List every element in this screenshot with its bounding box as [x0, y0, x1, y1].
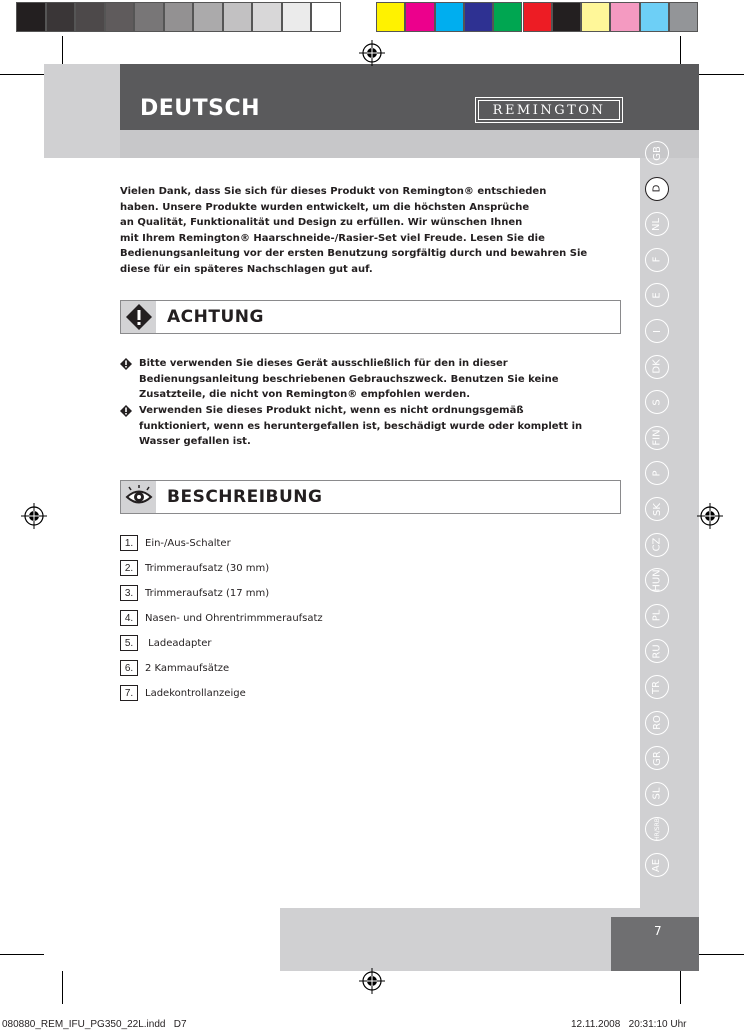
page-number: 7	[654, 924, 662, 938]
intro-line: Bedienungsanleitung vor der ersten Benutzung sorgfältig durch und bewahren Sie	[120, 248, 588, 260]
language-tab-label: HR/SRB	[653, 817, 661, 841]
item-label: Trimmeraufsatz (17 mm)	[145, 588, 270, 599]
warning-bullet-icon	[120, 358, 132, 376]
gray-swatch	[134, 2, 164, 32]
item-label: Ladeadapter	[145, 638, 212, 649]
warning-bullet-icon	[120, 405, 132, 423]
item-label: Ladekontrollanzeige	[145, 688, 246, 699]
remington-logo	[475, 97, 623, 123]
warning-icon	[121, 301, 156, 333]
language-tab-label: GB	[651, 145, 663, 161]
language-tab-label: RU	[651, 644, 663, 659]
caution-line: Zusatzteile, die nicht von Remington® empfohlen werden.	[139, 389, 471, 401]
language-tab-label: RO	[651, 715, 663, 731]
intro-paragraph	[120, 184, 620, 278]
caution-line: Wasser gefallen ist.	[139, 436, 251, 448]
intro-line: diese für ein späteres Nachschlagen gut auf.	[120, 263, 373, 275]
language-tab-label: SL	[651, 787, 663, 800]
description-header	[120, 480, 621, 514]
process-color-swatch	[552, 2, 581, 32]
bottom-white-panel	[44, 908, 280, 971]
process-color-swatch	[493, 2, 522, 32]
language-tab-label: FIN	[651, 429, 663, 446]
item-label: Ein-/Aus-Schalter	[145, 538, 231, 549]
item-number: 7.	[120, 685, 138, 701]
crop-mark	[699, 954, 744, 955]
language-tab-sk[interactable]	[645, 497, 669, 521]
process-color-swatch	[669, 2, 698, 32]
print-slug-right: 12.11.2008 20:31:10 Uhr	[571, 1019, 687, 1030]
gray-swatch	[223, 2, 253, 32]
language-tab-label: D	[651, 184, 663, 193]
description-title: BESCHREIBUNG	[167, 487, 323, 507]
process-color-swatch	[610, 2, 639, 32]
crop-mark	[0, 74, 44, 75]
registration-mark-icon	[21, 503, 47, 529]
item-number: 6.	[120, 660, 138, 676]
page-title: DEUTSCH	[140, 96, 261, 121]
item-label: 2 Kammaufsätze	[145, 663, 230, 674]
eye-icon	[121, 481, 156, 513]
item-number: 1.	[120, 535, 138, 551]
language-tab-s[interactable]	[645, 390, 669, 414]
caution-title: ACHTUNG	[167, 307, 264, 327]
language-tab-label: DK	[651, 359, 663, 374]
process-color-swatch	[376, 2, 405, 32]
language-tab-dk[interactable]	[645, 355, 669, 379]
item-number: 4.	[120, 610, 138, 626]
language-tab-label: HUN	[651, 569, 663, 592]
intro-line: mit Ihrem Remington® Haarschneide-/Rasier-Set viel Freude. Lesen Sie die	[120, 232, 545, 244]
language-tab-label: F	[651, 256, 663, 263]
caution-header	[120, 300, 621, 334]
gray-swatch	[16, 2, 46, 32]
language-tab-fin[interactable]	[645, 426, 669, 450]
language-tab-cz[interactable]	[645, 533, 669, 557]
item-number: 5.	[120, 635, 138, 651]
crop-mark	[680, 966, 681, 1004]
print-slug-left: 080880_REM_IFU_PG350_22L.indd D7	[2, 1019, 187, 1030]
language-tab-label: SK	[651, 502, 663, 516]
language-tab-gr[interactable]	[645, 746, 669, 770]
gray-swatch	[311, 2, 341, 32]
registration-mark-icon	[697, 503, 723, 529]
logo-inner-border	[478, 100, 620, 120]
gray-swatch	[193, 2, 223, 32]
language-tab-label: I	[651, 329, 663, 333]
language-tab-label: S	[651, 399, 663, 406]
item-number: 3.	[120, 585, 138, 601]
process-color-swatch	[640, 2, 669, 32]
language-tab-pl[interactable]	[645, 604, 669, 628]
gray-swatch	[252, 2, 282, 32]
crop-mark	[0, 954, 44, 955]
language-tab-i[interactable]	[645, 319, 669, 343]
item-label: Nasen- und Ohrentrimmmeraufsatz	[145, 613, 323, 624]
gray-swatch	[164, 2, 194, 32]
process-color-swatch	[405, 2, 434, 32]
caution-line: Bitte verwenden Sie dieses Gerät ausschließlich für den in dieser	[139, 358, 508, 369]
language-tab-label: PL	[651, 609, 663, 622]
logo-text: REMINGTON	[492, 102, 606, 118]
item-number: 2.	[120, 560, 138, 576]
language-tab-label: CZ	[651, 537, 663, 552]
language-tab-hun[interactable]	[645, 568, 669, 592]
process-color-swatch	[523, 2, 552, 32]
language-tab-nl[interactable]	[645, 212, 669, 236]
gray-swatch	[46, 2, 76, 32]
process-color-swatch	[464, 2, 493, 32]
item-label: Trimmeraufsatz (30 mm)	[145, 563, 270, 574]
caution-line: Bedienungsanleitung beschriebenen Gebrauchszweck. Benutzen Sie keine	[139, 373, 559, 385]
language-tab-ro[interactable]	[645, 711, 669, 735]
language-tab-label: TR	[651, 680, 663, 694]
crop-mark	[62, 966, 63, 1004]
language-tab-label: GR	[651, 750, 663, 766]
registration-mark-icon	[359, 40, 385, 66]
language-tab-gb[interactable]	[645, 141, 669, 165]
language-tab-label: P	[651, 470, 663, 477]
process-color-swatch	[435, 2, 464, 32]
language-tab-label: E	[651, 292, 663, 299]
gray-swatch	[282, 2, 312, 32]
gray-swatch	[105, 2, 135, 32]
intro-line: haben. Unsere Produkte wurden entwickelt, um die höchsten Ansprüche	[120, 201, 530, 213]
language-tab-ae[interactable]	[645, 853, 669, 877]
language-tab-f[interactable]	[645, 248, 669, 272]
registration-mark-icon	[359, 968, 385, 994]
intro-line: an Qualität, Funktionalität und Design zu erfüllen. Wir wünschen Ihnen	[120, 217, 523, 229]
caution-line: funktioniert, wenn es heruntergefallen ist, beschädigt wurde oder komplett in	[139, 420, 583, 432]
language-tab-tr[interactable]	[645, 675, 669, 699]
process-color-swatch	[581, 2, 610, 32]
language-tab-d[interactable]	[645, 177, 669, 201]
caution-line: Verwenden Sie dieses Produkt nicht, wenn es nicht ordnungsgemäß	[139, 405, 524, 416]
language-tab-sl[interactable]	[645, 782, 669, 806]
intro-line: Vielen Dank, dass Sie sich für dieses Produkt von Remington® entschieden	[120, 186, 547, 197]
gray-swatch	[75, 2, 105, 32]
language-tab-label: NL	[651, 217, 663, 231]
crop-mark	[699, 74, 744, 75]
language-tab-label: AE	[651, 858, 663, 872]
